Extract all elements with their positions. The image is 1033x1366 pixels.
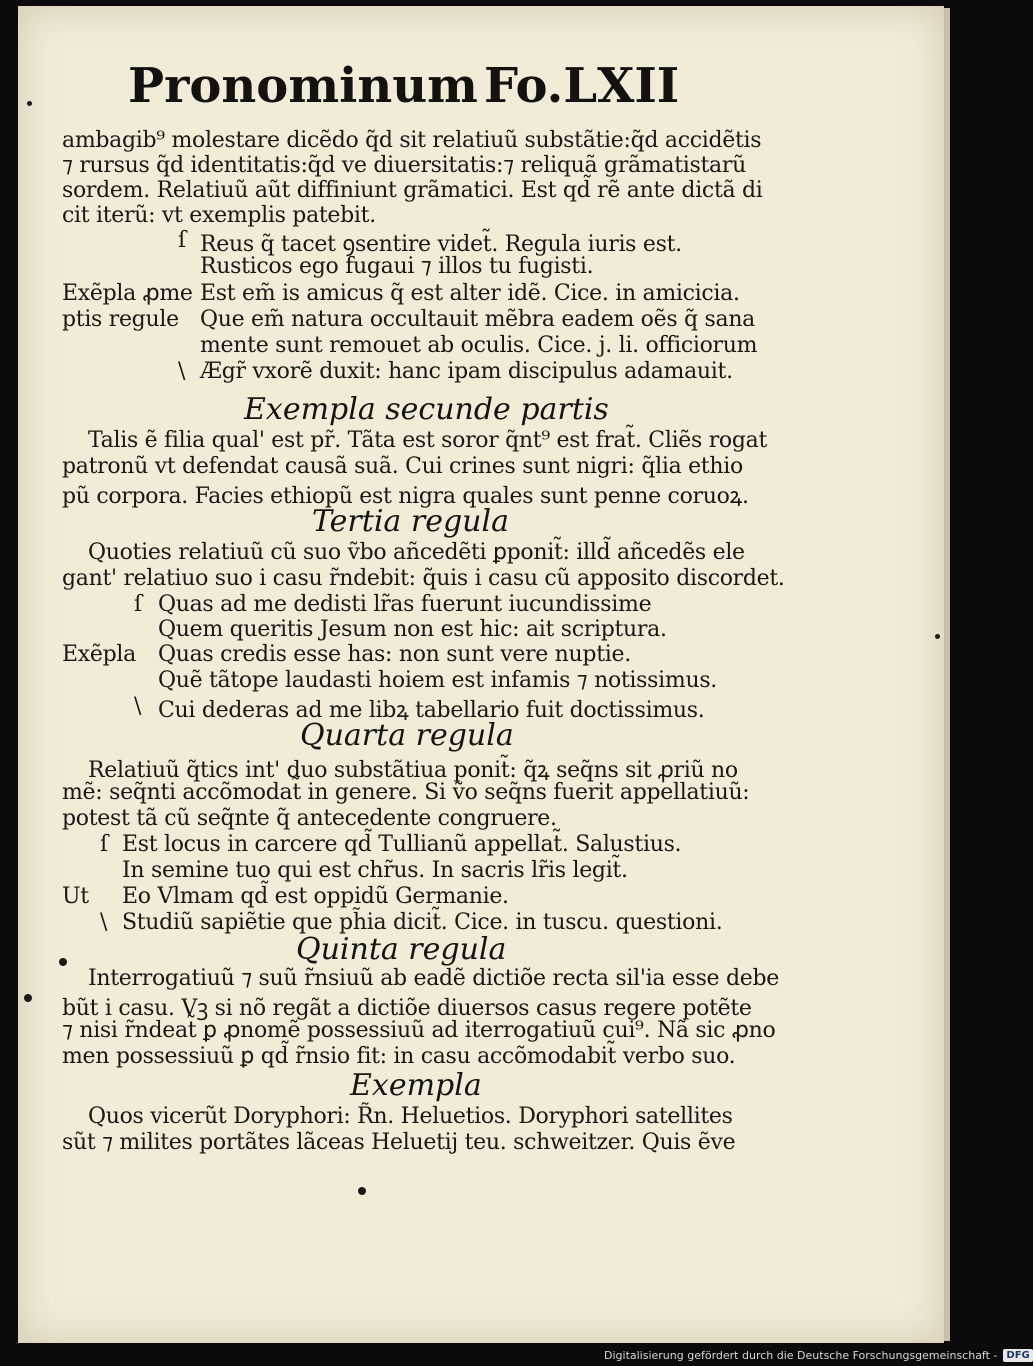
text-line: Quem queritis Jesum non est hic: ait scriptura.	[158, 617, 667, 642]
text-line: Est em̃ is amicus q̃ est alter idẽ. Cice. in amicicia.	[200, 281, 740, 306]
brace-mark: ſ	[100, 832, 109, 857]
margin-note: Exẽpla ꝓme	[62, 281, 193, 306]
ink-dot	[935, 634, 940, 639]
text-line: Quas ad me dedisti lr̃as fuerunt iucundissime	[158, 592, 652, 617]
text-line: Que em̃ natura occultauit mẽbra eadem oẽs q̃ sana	[200, 307, 756, 332]
text-line: ⁊ nisi r̃ndeat̃ ꝑ ꝓnomẽ possessiuũ ad iterrogatiuũ cui⁹. Nã sic ꝓno	[62, 1018, 776, 1043]
margin-note: Ut	[62, 884, 89, 909]
text-line: patronũ vt defendat causã suã. Cui crines sunt nigri: q̃lia ethio	[62, 454, 743, 479]
text-line: mẽ: seq̃nti accõmodat̃ in genere. Si ṽo seq̃ns fuerit appellatiuũ:	[62, 780, 750, 805]
text-line: Reus q̃ tacet ꝯsentire videt̃. Regula iuris est.	[200, 232, 682, 257]
text-line: potest tã cũ seq̃nte q̃ antecedente congruere.	[62, 806, 557, 831]
text-line: Cui dederas ad me libꝝ tabellario fuit doctissimus.	[158, 698, 705, 723]
text-line: sordem. Relatiuũ aũt diffiniunt grãmatici. Est qd̃ rẽ ante dictã di	[62, 178, 763, 203]
text-line: cit iterũ: vt exemplis patebit.	[62, 203, 376, 228]
text-line: Quoties relatiuũ cũ suo ṽbo añcedẽti ꝑponit̃: illd̃ añcedẽs ele	[88, 540, 745, 565]
footer-text: Digitalisierung gefördert durch die Deutsche Forschungsgemeinschaft -	[604, 1348, 998, 1362]
section-heading: Exempla	[350, 1068, 482, 1103]
digitization-footer	[604, 1346, 1033, 1364]
text-line: Eo Vlmam qd̃ est oppidũ Germanie.	[122, 884, 509, 909]
section-heading: Quinta regula	[296, 932, 507, 967]
text-line: Ægr̃ vxorẽ duxit: hanc ipam discipulus adamauit.	[200, 359, 733, 384]
ink-dot	[24, 994, 32, 1002]
ink-dot	[59, 958, 67, 966]
text-line: ⁊ rursus q̃d identitatis:q̃d ve diuersitatis:⁊ reliquã grãmatistarũ	[62, 153, 746, 178]
text-line: In semine tuo qui est chr̃us. In sacris lr̃is legit̃.	[122, 858, 628, 883]
text-line: Talis ẽ filia qual' est pr̃. Tãta est soror q̃nt⁹ est frat̃. Cliẽs rogat	[88, 428, 768, 453]
brace-mark: ſ	[178, 228, 187, 253]
section-heading: Exempla secunde partis	[244, 392, 609, 427]
margin-note: ptis regule	[62, 307, 179, 332]
margin-note: Exẽpla	[62, 642, 136, 667]
text-line: Quos vicerũt Doryphori: R̃n. Heluetios. Doryphori satellites	[88, 1104, 733, 1129]
text-line: pũ corpora. Facies ethiopũ est nigra quales sunt penne coruoꝝ.	[62, 484, 749, 509]
section-heading: Quarta regula	[300, 718, 514, 753]
brace-mark: ſ	[134, 592, 143, 617]
text-line: gant' relatiuo suo i casu r̃ndebit: q̃uis i casu cũ apposito discordet.	[62, 566, 785, 591]
text-line: sũt ⁊ milites portãtes lãceas Heluetij teu. schweitzer. Quis ẽve	[62, 1130, 736, 1155]
text-line: Quas credis esse has: non sunt vere nuptie.	[158, 642, 631, 667]
folio-number: Fo.LXII	[484, 58, 680, 114]
text-line: Rusticos ego fugaui ⁊ illos tu fugisti.	[200, 254, 594, 279]
page-edge	[944, 8, 950, 1341]
text-line: ambagib⁹ molestare dicẽdo q̃d sit relatiuũ substãtie:q̃d accidẽtis	[62, 128, 762, 153]
text-line: men possessiuũ ꝑ qd̃ r̃nsio fit: in casu accõmodabit̃ verbo suo.	[62, 1044, 736, 1069]
text-line: Quẽ tãtope laudasti hoiem est infamis ⁊ notissimus.	[158, 668, 717, 693]
text-line: bũt i casu. Vꝫ si nõ regãt a dictiõe diuersos casus regere potẽte	[62, 996, 752, 1021]
text-line: Relatiuũ q̃tics int' duo substãtiua ponit̃: q̃ꝝ seq̃ns sit ꝓriũ no	[88, 758, 738, 783]
running-header-title: Pronominum	[128, 58, 478, 114]
brace-mark: \	[100, 910, 108, 935]
brace-mark: \	[134, 694, 142, 719]
dfg-logo: DFG	[1003, 1349, 1032, 1362]
text-line: Studiũ sapiẽtie que ph̃ia dicit̃. Cice. in tuscu. questioni.	[122, 910, 723, 935]
text-line: mente sunt remouet ab oculis. Cice. j. li. officiorum	[200, 333, 758, 358]
text-line: Interrogatiuũ ⁊ suũ r̃nsiuũ ab eadẽ dictiõe recta sil'ia esse debe	[88, 966, 779, 991]
brace-mark: \	[178, 359, 186, 384]
ink-dot	[358, 1187, 366, 1195]
ink-dot	[27, 101, 32, 106]
text-line: Est locus in carcere qd̃ Tullianũ appellat̃. Salustius.	[122, 832, 682, 857]
section-heading: Tertia regula	[312, 504, 509, 539]
